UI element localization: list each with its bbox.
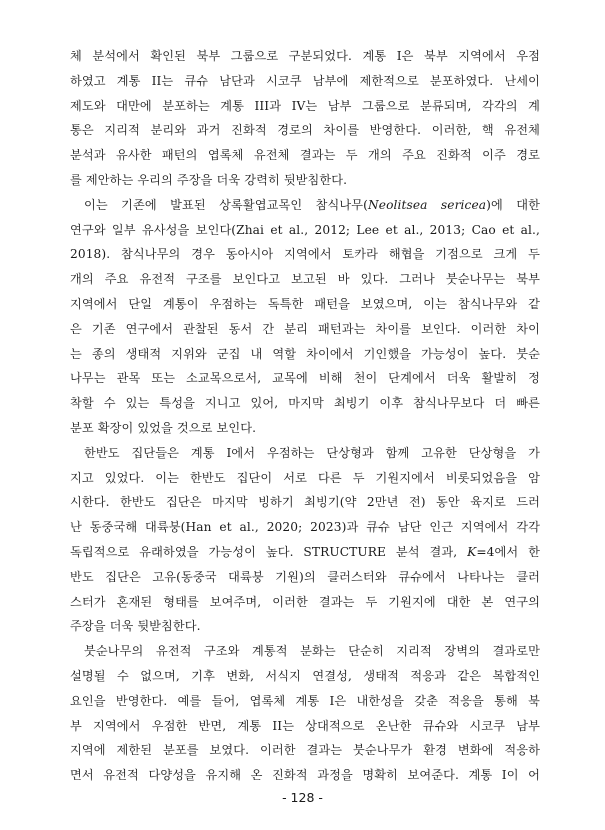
text-segment: )에 대한: [486, 197, 540, 212]
text-line: 분포 확장이 있었을 것으로 보인다.: [70, 420, 257, 435]
text-line: 연구와 일부 유사성을 보인다(Zhai et al., 2012; Lee et al., 2013; Cao et al.,: [70, 222, 540, 237]
text-line: 설명될 수 없으며, 기후 변화, 서식지 연결성, 생태적 적응과 같은 복합적인: [70, 668, 540, 683]
text-line: 나무는 관목 또는 소교목으로서, 교목에 비해 천이 단계에서 더욱 활발히 정: [70, 371, 540, 386]
text-line: 개의 주요 유전적 구조를 보인다고 보고된 바 있다. 그러나 붓순나무는 북부: [70, 272, 540, 287]
paragraph-2: [70, 193, 540, 441]
text-line: 체 분석에서 확인된 북부 그룹으로 구분되었다. 계통 I은 북부 지역에서 우점: [70, 49, 540, 63]
text-line: 한반도 집단들은 계통 I에서 우점하는 단상형과 함께 고유한 단상형을 가: [84, 445, 540, 460]
paragraph-1: [70, 44, 540, 193]
text-line: 부 지역에서 우점한 반면, 계통 II는 상대적으로 온난한 큐슈와 시코쿠 남부: [70, 718, 540, 733]
text-line: 통은 지리적 분리와 과거 진화적 경로의 차이를 반영한다. 이러한, 핵 유전체: [70, 123, 540, 138]
text-line: 2018). 참식나무의 경우 동아시아 지역에서 토카라 해협을 기점으로 크게 두: [70, 247, 540, 262]
text-line: [70, 540, 540, 565]
text-line: 지역에 제한된 분포를 보였다. 이러한 결과는 붓순나무가 환경 변화에 적응하: [70, 743, 540, 758]
text-line: 지고 있었다. 이는 한반도 집단이 서로 다른 두 기원지에서 비롯되었음을 암: [70, 470, 540, 485]
text-line: 스터가 혼재된 형태를 보여주며, 이러한 결과는 두 기원지에 대한 본 연구의: [70, 594, 540, 609]
paragraph-3: [70, 441, 540, 639]
document-page: [70, 44, 540, 788]
text-segment: 이는 기존에 발표된 상록활엽교목인 참식나무(: [84, 197, 368, 212]
species-name: Neolitsea sericea: [368, 197, 487, 212]
text-line: 를 제안하는 우리의 주장을 더욱 강력히 뒷받침한다.: [70, 172, 348, 187]
text-line: 주장을 더욱 뒷받침한다.: [70, 619, 201, 634]
text-line: [70, 193, 540, 218]
text-line: 요인을 반영한다. 예를 들어, 엽록체 계통 I은 내한성을 갖춘 적응을 통해 북: [70, 693, 540, 708]
k-variable: K: [467, 544, 477, 559]
text-line: 면서 유전적 다양성을 유지해 온 진화적 과정을 명확히 보여준다. 계통 I이 어: [70, 768, 540, 783]
text-segment: 독립적으로 유래하였을 가능성이 높다. STRUCTURE 분석 결과,: [70, 544, 468, 559]
text-line: 분석과 유사한 패턴의 엽록체 유전체 결과는 두 개의 주요 진화적 이주 경로: [70, 148, 540, 163]
text-line: 는 종의 생태적 지위와 군집 내 역할 차이에서 기인했을 가능성이 높다. 붓순: [70, 346, 540, 361]
text-line: 제도와 대만에 분포하는 계통 III과 IV는 남부 그룹으로 분류되며, 각각의 계: [70, 98, 540, 113]
text-line: 붓순나무의 유전적 구조와 계통적 분화는 단순히 지리적 장벽의 결과로만: [84, 644, 540, 659]
text-line: 은 기존 연구에서 관찰된 동서 간 분리 패턴과는 차이를 보인다. 이러한 차이: [70, 321, 540, 336]
text-line: 착할 수 있는 특성을 지니고 있어, 마지막 최빙기 이후 참식나무보다 더 빠른: [70, 396, 540, 411]
text-line: 반도 집단은 고유(동중국 대륙붕 기원)의 클러스터와 큐슈에서 나타나는 클러: [70, 569, 540, 584]
text-line: 시한다. 한반도 집단은 마지막 빙하기 최빙기(약 2만년 전) 동안 육지로 드러: [70, 495, 540, 510]
page-number: - 128 -: [282, 790, 323, 805]
paragraph-4: [70, 639, 540, 788]
text-line: 하였고 계통 II는 큐슈 남단과 시코쿠 남부에 제한적으로 분포하였다. 난세이: [70, 73, 540, 88]
text-line: 난 동중국해 대륙붕(Han et al., 2020; 2023)과 큐슈 남단 인근 지역에서 각각: [70, 520, 540, 535]
text-segment: =4에서 한: [476, 544, 540, 559]
text-line: 지역에서 단일 계통이 우점하는 독특한 패턴을 보였으며, 이는 참식나무와 같: [70, 296, 540, 311]
